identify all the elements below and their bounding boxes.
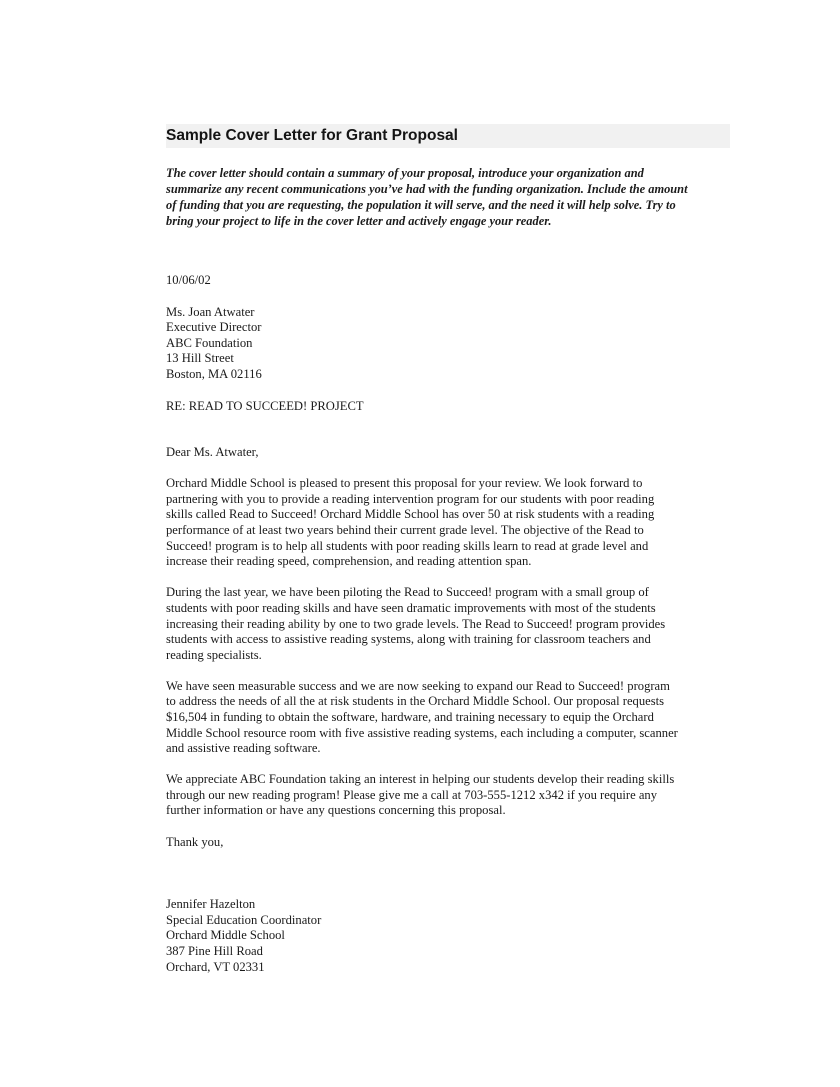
- paragraph-line: skills called Read to Succeed! Orchard Middle School has over 50 at risk students with a reading: [166, 507, 655, 522]
- signature-block: [166, 897, 732, 975]
- signature-line: Orchard Middle School: [166, 928, 285, 943]
- paragraph-line: Middle School resource room with five assistive reading systems, each including a computer, scanner: [166, 725, 678, 740]
- salutation: Dear Ms. Atwater,: [166, 445, 259, 460]
- paragraph-line: through our new reading program! Please give me a call at 703-555-1212 x342 if you require any: [166, 787, 658, 802]
- instructions-line: of funding that you are requesting, the population it will serve, and the need it will help solve. Try to: [166, 198, 676, 212]
- signature-line: 387 Pine Hill Road: [166, 943, 263, 958]
- paragraph-line: partnering with you to provide a reading intervention program for our students with poor reading: [166, 491, 655, 506]
- subject-line: RE: READ TO SUCCEED! PROJECT: [166, 398, 364, 413]
- paragraph-line: performance of at least two years behind their current grade level. The objective of the Read to: [166, 523, 644, 538]
- paragraph-line: to address the needs of all the at risk students in the Orchard Middle School. Our proposal requests: [166, 694, 665, 709]
- paragraph-line: increase their reading speed, comprehension, and reading attention span.: [166, 554, 532, 569]
- recipient-line: Executive Director: [166, 320, 262, 335]
- paragraph-line: Succeed! program is to help all students with poor reading skills learn to read at grade level and: [166, 538, 649, 553]
- paragraph-line: Orchard Middle School is pleased to present this proposal for your review. We look forward to: [166, 476, 643, 491]
- instructions-block: [166, 165, 732, 229]
- signature-line: Orchard, VT 02331: [166, 959, 265, 974]
- recipient-line: 13 Hill Street: [166, 351, 234, 366]
- paragraph-line: further information or have any questions concerning this proposal.: [166, 803, 506, 818]
- instructions-line: bring your project to life in the cover letter and actively engage your reader.: [166, 214, 552, 228]
- paragraph-line: increasing their reading ability by one to two grade levels. The Read to Succeed! program provides: [166, 616, 666, 631]
- recipient-line: Boston, MA 02116: [166, 366, 262, 381]
- instructions-line: The cover letter should contain a summary of your proposal, introduce your organization and: [166, 166, 644, 180]
- body-paragraph: [166, 679, 732, 757]
- instructions-line: summarize any recent communications you’ve had with the funding organization. Include the amount: [166, 182, 688, 196]
- recipient-line: Ms. Joan Atwater: [166, 304, 255, 319]
- body-paragraph: [166, 585, 732, 663]
- signature-line: Special Education Coordinator: [166, 912, 322, 927]
- paragraph-line: reading specialists.: [166, 647, 262, 662]
- recipient-line: ABC Foundation: [166, 335, 253, 350]
- document-title: Sample Cover Letter for Grant Proposal: [166, 127, 458, 144]
- body-paragraph: [166, 476, 732, 570]
- paragraph-line: students with access to assistive reading systems, along with training for classroom teachers and: [166, 632, 651, 647]
- paragraph-line: We have seen measurable success and we are now seeking to expand our Read to Succeed! program: [166, 678, 670, 693]
- paragraph-line: $16,504 in funding to obtain the software, hardware, and training necessary to equip the Orchard: [166, 709, 654, 724]
- paragraph-line: and assistive reading software.: [166, 741, 321, 756]
- letter-date: 10/06/02: [166, 273, 211, 287]
- closing: Thank you,: [166, 834, 224, 849]
- paragraph-line: students with poor reading skills and have seen dramatic improvements with most of the students: [166, 600, 656, 615]
- signature-line: Jennifer Hazelton: [166, 897, 256, 912]
- paragraph-line: During the last year, we have been piloting the Read to Succeed! program with a small group of: [166, 585, 649, 600]
- letter-body: [166, 273, 732, 975]
- paragraph-line: We appreciate ABC Foundation taking an interest in helping our students develop their reading skills: [166, 772, 675, 787]
- recipient-address: [166, 305, 732, 383]
- body-paragraph: [166, 772, 732, 819]
